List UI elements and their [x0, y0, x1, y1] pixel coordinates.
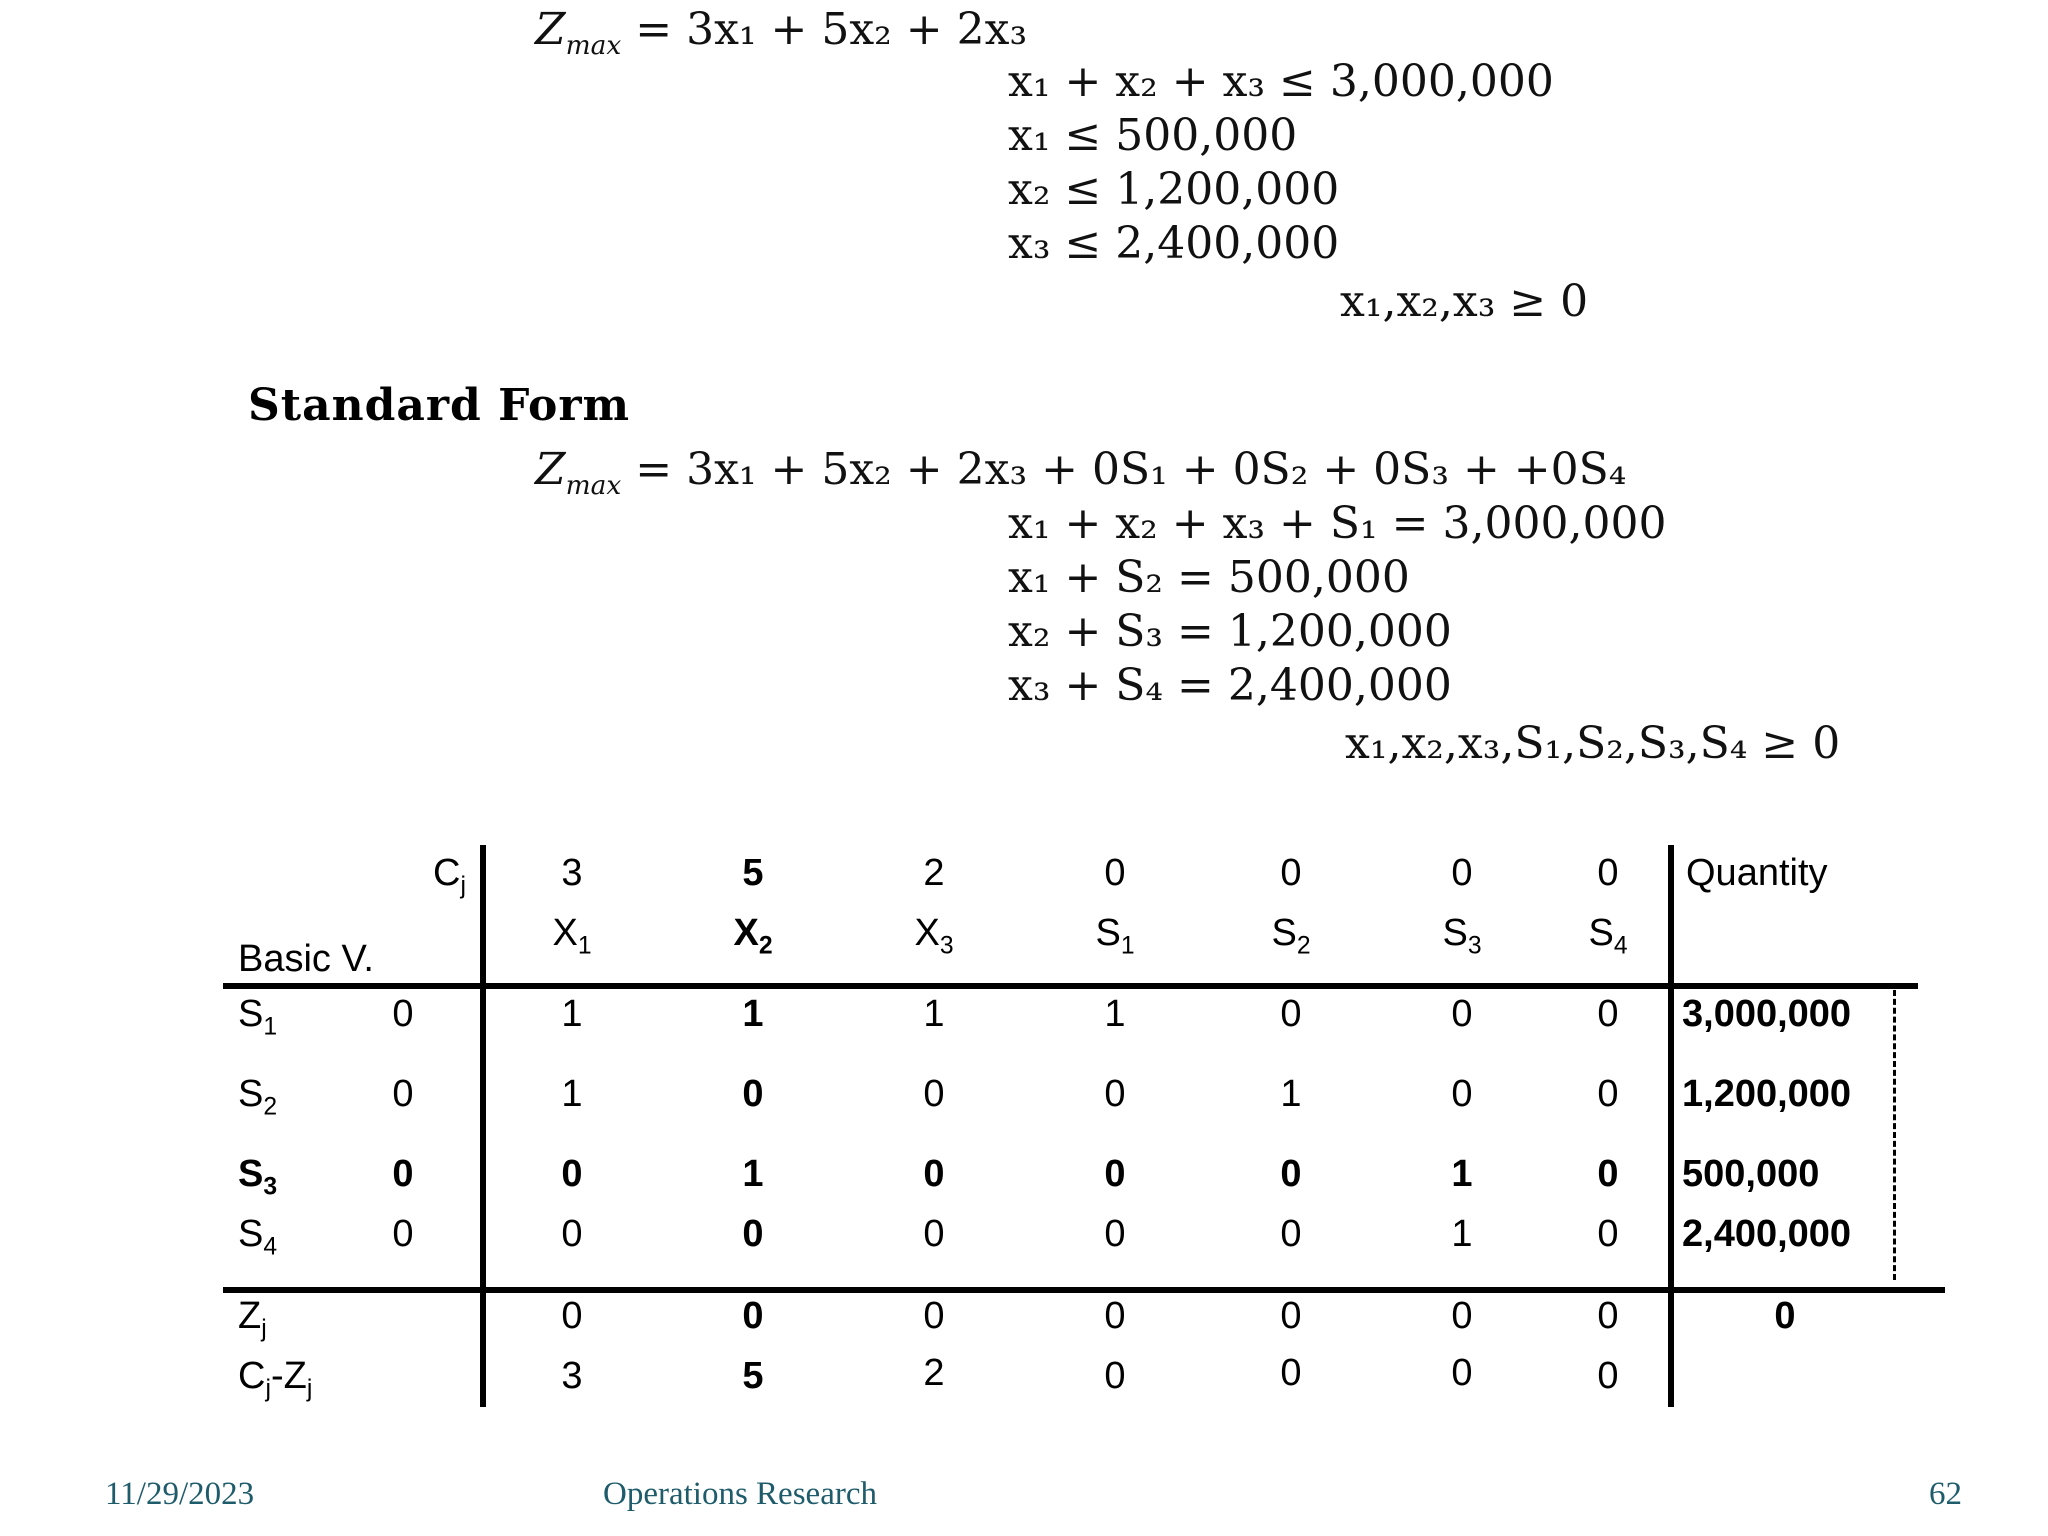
table-cell: 0 [742, 1213, 764, 1255]
page-number: 62 [1929, 1476, 1962, 1512]
column-header-x3: $X_3$ [914, 912, 954, 960]
zj-cell: 0 [742, 1295, 764, 1337]
column-header-x1: $X_1$ [552, 912, 592, 960]
cb-s2: 0 [392, 1073, 414, 1115]
cj-zj-cell: 3 [561, 1355, 583, 1397]
table-cell: 1 [923, 993, 945, 1035]
standard-nonnegativity-constraint: x₁,x₂,x₃,S₁,S₂,S₃,S₄ ≥ 0 [1345, 718, 1841, 769]
cj-x2: 5 [742, 852, 764, 894]
cj-x1: 3 [561, 852, 583, 894]
cj-zj-cell: 5 [742, 1355, 764, 1397]
standard-z-label: Z [535, 444, 566, 495]
quantity-s1: 3,000,000 [1682, 993, 1852, 1035]
table-cell: 0 [1104, 1213, 1126, 1255]
table-cell: 0 [923, 1073, 945, 1115]
quantity-s3: 500,000 [1682, 1153, 1820, 1195]
footer-date: 11/29/2023 [105, 1476, 255, 1512]
z-label: Z [535, 4, 566, 55]
tableau-right-rule [1668, 845, 1674, 1407]
column-header-s4: $S_4$ [1588, 912, 1628, 960]
basis-s2: $S_2$ [238, 1073, 278, 1121]
cj-zj-cell: 0 [1451, 1352, 1473, 1394]
table-cell: 0 [1104, 1073, 1126, 1115]
zj-cell: 0 [1597, 1295, 1619, 1337]
table-cell: 0 [1597, 1153, 1619, 1195]
standard-constraint-1: x₁ + x₂ + x₃ + S₁ = 3,000,000 [1008, 498, 1667, 549]
quantity-s4: 2,400,000 [1682, 1213, 1852, 1255]
table-cell: 1 [1451, 1153, 1473, 1195]
standard-constraint-3: x₂ + S₃ = 1,200,000 [1008, 606, 1452, 657]
table-cell: 0 [1597, 993, 1619, 1035]
table-cell: 0 [1451, 1073, 1473, 1115]
table-cell: 0 [923, 1153, 945, 1195]
zj-cell: 0 [561, 1295, 583, 1337]
standard-constraint-2: x₁ + S₂ = 500,000 [1008, 552, 1410, 603]
z-subscript: max [565, 29, 622, 61]
column-header-s2: $S_2$ [1271, 912, 1311, 960]
quantity-label: Quantity [1686, 852, 1828, 894]
standard-objective-expression: = 3x₁ + 5x₂ + 2x₃ + 0S₁ + 0S₂ + 0S₃ + +0S₄ [635, 444, 1627, 495]
zj-total: 0 [1774, 1295, 1796, 1337]
cj-s2: 0 [1280, 852, 1302, 894]
table-cell: 1 [1104, 993, 1126, 1035]
column-header-x2: $X_2$ [733, 912, 773, 960]
cj-s3: 0 [1451, 852, 1473, 894]
cj-zj-cell: 0 [1597, 1355, 1619, 1397]
basis-s4: $S_4$ [238, 1213, 278, 1261]
objective-expression: = 3x₁ + 5x₂ + 2x₃ [635, 4, 1028, 55]
table-cell: 0 [561, 1153, 583, 1195]
cj-x3: 2 [923, 852, 945, 894]
column-header-s3: $S_3$ [1442, 912, 1482, 960]
tableau-header-rule [223, 983, 1918, 989]
zj-cell: 0 [1451, 1295, 1473, 1337]
footer-title: Operations Research [603, 1476, 877, 1512]
standard-z-subscript: max [565, 469, 622, 501]
cb-s1: 0 [392, 993, 414, 1035]
basic-variable-label: Basic V. [238, 938, 374, 980]
table-cell: 0 [561, 1213, 583, 1255]
zj-label: $Z_j$ [238, 1295, 267, 1343]
table-cell: 1 [742, 993, 764, 1035]
constraint-2: x₁ ≤ 500,000 [1008, 110, 1298, 161]
cb-s3: 0 [392, 1153, 414, 1195]
table-cell: 1 [561, 993, 583, 1035]
ratio-column-divider [1893, 990, 1896, 1280]
table-cell: 1 [561, 1073, 583, 1115]
table-cell: 0 [1280, 993, 1302, 1035]
cj-s4: 0 [1597, 852, 1619, 894]
cj-zj-cell: 0 [1280, 1352, 1302, 1394]
table-cell: 1 [1451, 1213, 1473, 1255]
table-cell: 0 [1280, 1153, 1302, 1195]
quantity-s2: 1,200,000 [1682, 1073, 1852, 1115]
cj-label: $C_j$ [433, 852, 466, 900]
table-cell: 0 [1451, 993, 1473, 1035]
standard-constraint-4: x₃ + S₄ = 2,400,000 [1008, 660, 1452, 711]
constraint-3: x₂ ≤ 1,200,000 [1008, 164, 1340, 215]
cj-s1: 0 [1104, 852, 1126, 894]
cb-s4: 0 [392, 1213, 414, 1255]
table-cell: 0 [1104, 1153, 1126, 1195]
zj-cell: 0 [1280, 1295, 1302, 1337]
column-header-s1: $S_1$ [1095, 912, 1135, 960]
nonnegativity-constraint: x₁,x₂,x₃ ≥ 0 [1340, 276, 1589, 327]
standard-form-heading: Standard Form [248, 380, 631, 431]
constraint-1: x₁ + x₂ + x₃ ≤ 3,000,000 [1008, 56, 1554, 107]
cj-zj-cell: 2 [923, 1352, 945, 1394]
zj-cell: 0 [923, 1295, 945, 1337]
zj-cell: 0 [1104, 1295, 1126, 1337]
table-cell: 0 [1597, 1213, 1619, 1255]
table-cell: 0 [1597, 1073, 1619, 1115]
table-cell: 1 [742, 1153, 764, 1195]
cj-zj-cell: 0 [1104, 1355, 1126, 1397]
table-cell: 0 [742, 1073, 764, 1115]
table-cell: 0 [923, 1213, 945, 1255]
constraint-4: x₃ ≤ 2,400,000 [1008, 218, 1340, 269]
table-cell: 0 [1280, 1213, 1302, 1255]
basis-s3: $S_3$ [238, 1153, 278, 1201]
cj-minus-zj-label: $C_j-Z_j$ [238, 1355, 313, 1403]
basis-s1: $S_1$ [238, 993, 278, 1041]
table-cell: 1 [1280, 1073, 1302, 1115]
tableau-left-rule [480, 845, 486, 1407]
